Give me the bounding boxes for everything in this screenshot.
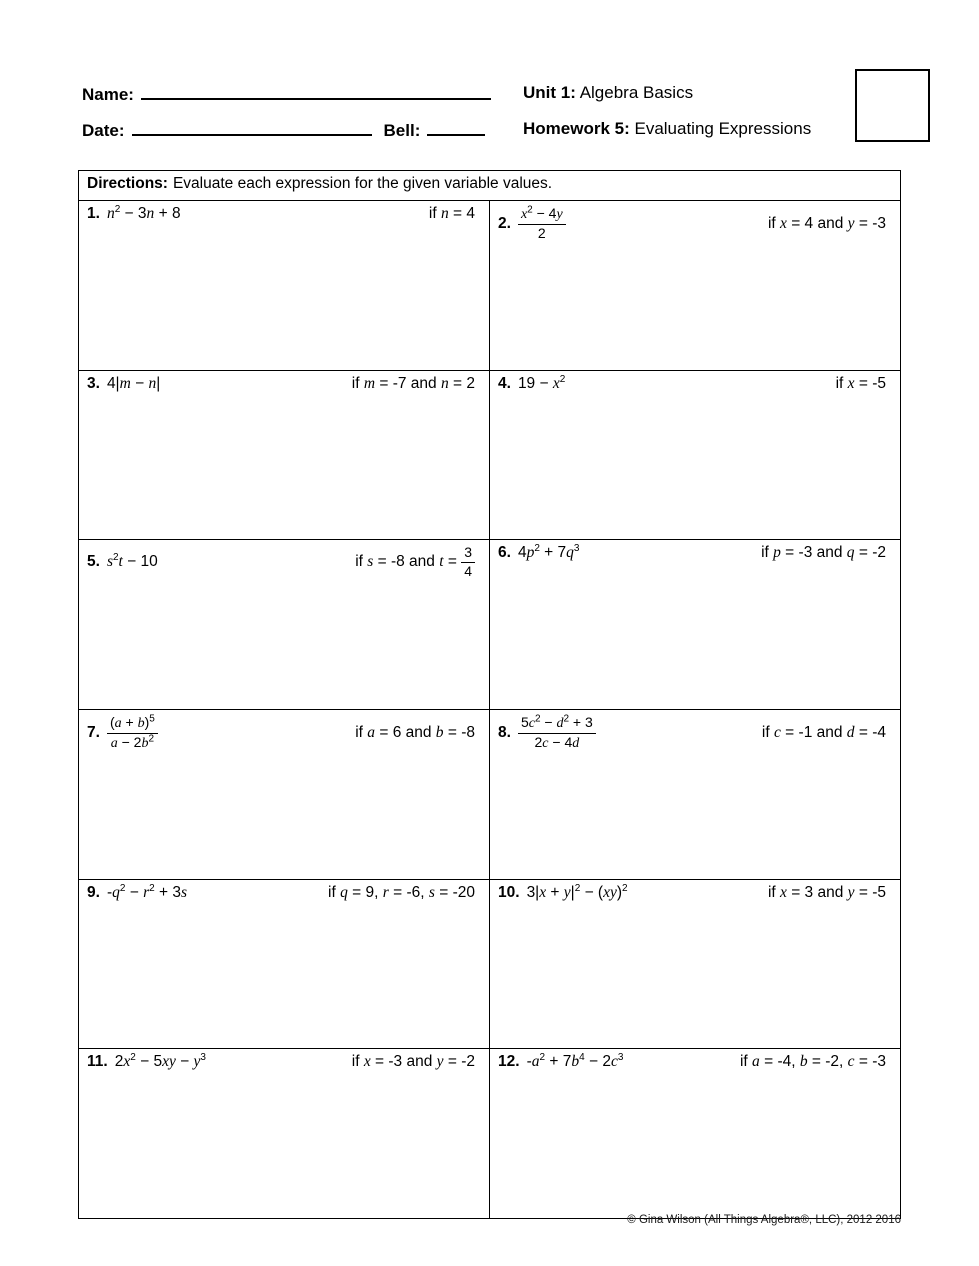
problem-expression: $19 - x^2$ xyxy=(517,373,566,392)
problem-condition: if c = -1 and d = -4 xyxy=(761,724,886,742)
problem-condition: if a = -4, b = -2, c = -3 xyxy=(739,1053,886,1071)
header-name-row xyxy=(82,83,491,105)
problem-row xyxy=(79,540,901,710)
problem-expression: $3|x + y|^2 - (xy)^2$ xyxy=(526,882,628,901)
problem-cell-1[interactable] xyxy=(79,201,490,371)
problem-number: 5. xyxy=(87,553,100,571)
problem-number: 11. xyxy=(87,1053,108,1071)
date-blank[interactable] xyxy=(132,119,372,136)
problem-number: 3. xyxy=(87,374,100,392)
problem-number: 8. xyxy=(498,724,511,742)
problem-condition: if x = -3 and y = -2 xyxy=(351,1053,475,1071)
problem-row xyxy=(79,370,901,540)
problem-cell-12[interactable] xyxy=(490,1049,901,1219)
homework-title: Evaluating Expressions xyxy=(634,119,812,138)
problem-cell-9[interactable] xyxy=(79,879,490,1049)
unit-title-row xyxy=(523,83,693,103)
problem-condition: if x = 3 and y = -5 xyxy=(767,883,886,901)
problem-cell-11[interactable] xyxy=(79,1049,490,1219)
unit-title: Algebra Basics xyxy=(579,83,694,102)
problem-condition: if m = -7 and n = 2 xyxy=(351,374,475,392)
problem-condition: if x = -5 xyxy=(835,374,886,392)
copyright-footer: © Gina Wilson (All Things Algebra®, LLC), 2012 2016 xyxy=(627,1214,901,1226)
grade-box[interactable] xyxy=(855,69,930,142)
problem-number: 12. xyxy=(498,1053,520,1071)
problem-number: 2. xyxy=(498,214,511,232)
problem-condition: if s = -8 and t = $\frac{3}{4}$ xyxy=(355,544,475,580)
bell-blank[interactable] xyxy=(427,119,485,136)
problem-condition: if n = 4 xyxy=(428,205,475,222)
directions-label: Directions: xyxy=(87,175,168,192)
problem-row xyxy=(79,201,901,371)
problem-expression: $\frac{x^2 - 4y}{2}$ xyxy=(518,205,566,242)
problem-cell-5[interactable] xyxy=(79,540,490,710)
problem-condition: if x = 4 and y = -3 xyxy=(767,214,886,232)
problem-expression: $2x^2 - 5xy - y^3$ xyxy=(114,1052,206,1071)
problems-table xyxy=(78,170,901,1219)
unit-label: Unit 1: xyxy=(523,83,576,102)
problem-expression: 4|m − n| xyxy=(106,374,161,392)
problem-number: 9. xyxy=(87,883,100,901)
problem-expression: $-a^2 + 7b^4 - 2c^3$ xyxy=(526,1052,624,1071)
problem-number: 10. xyxy=(498,883,520,901)
problem-number: 7. xyxy=(87,724,100,742)
directions-cell xyxy=(79,171,901,201)
homework-label: Homework 5: xyxy=(523,119,630,138)
problem-cell-3[interactable] xyxy=(79,370,490,540)
problem-expression: $\frac{5c^2 - d^2 + 3}{2c - 4d}$ xyxy=(518,714,596,752)
homework-title-row xyxy=(523,119,811,139)
problem-cell-6[interactable] xyxy=(490,540,901,710)
problem-condition: if p = -3 and q = -2 xyxy=(761,544,886,562)
header-date-row xyxy=(82,119,485,141)
problem-expression: $-q^2 - r^2 + 3s$ xyxy=(106,882,188,901)
problem-expression: $4p^2 + 7q^3$ xyxy=(517,543,580,562)
problem-number: 6. xyxy=(498,544,511,562)
problem-cell-4[interactable] xyxy=(490,370,901,540)
directions-row xyxy=(79,171,901,201)
problem-row xyxy=(79,1049,901,1219)
date-label: Date: xyxy=(82,121,125,140)
problem-cell-7[interactable] xyxy=(79,710,490,880)
problem-expression: $\frac{(a + b)^5}{a - 2b^2}$ xyxy=(107,714,158,752)
problem-expression: $s^2t - 10$ xyxy=(106,552,158,571)
problem-row xyxy=(79,710,901,880)
name-blank[interactable] xyxy=(141,83,491,100)
problem-expression: $n^2 - 3n + 8$ xyxy=(106,203,181,222)
problem-row xyxy=(79,879,901,1049)
bell-label: Bell: xyxy=(383,121,421,140)
name-label: Name: xyxy=(82,85,134,104)
directions-text: Evaluate each expression for the given variable values. xyxy=(172,175,553,192)
problem-number: 4. xyxy=(498,374,511,392)
problem-cell-2[interactable] xyxy=(490,201,901,371)
problem-condition: if a = 6 and b = -8 xyxy=(355,724,475,742)
problem-number: 1. xyxy=(87,205,100,222)
problem-condition: if q = 9, r = -6, s = -20 xyxy=(328,883,475,901)
problem-cell-8[interactable] xyxy=(490,710,901,880)
problem-cell-10[interactable] xyxy=(490,879,901,1049)
